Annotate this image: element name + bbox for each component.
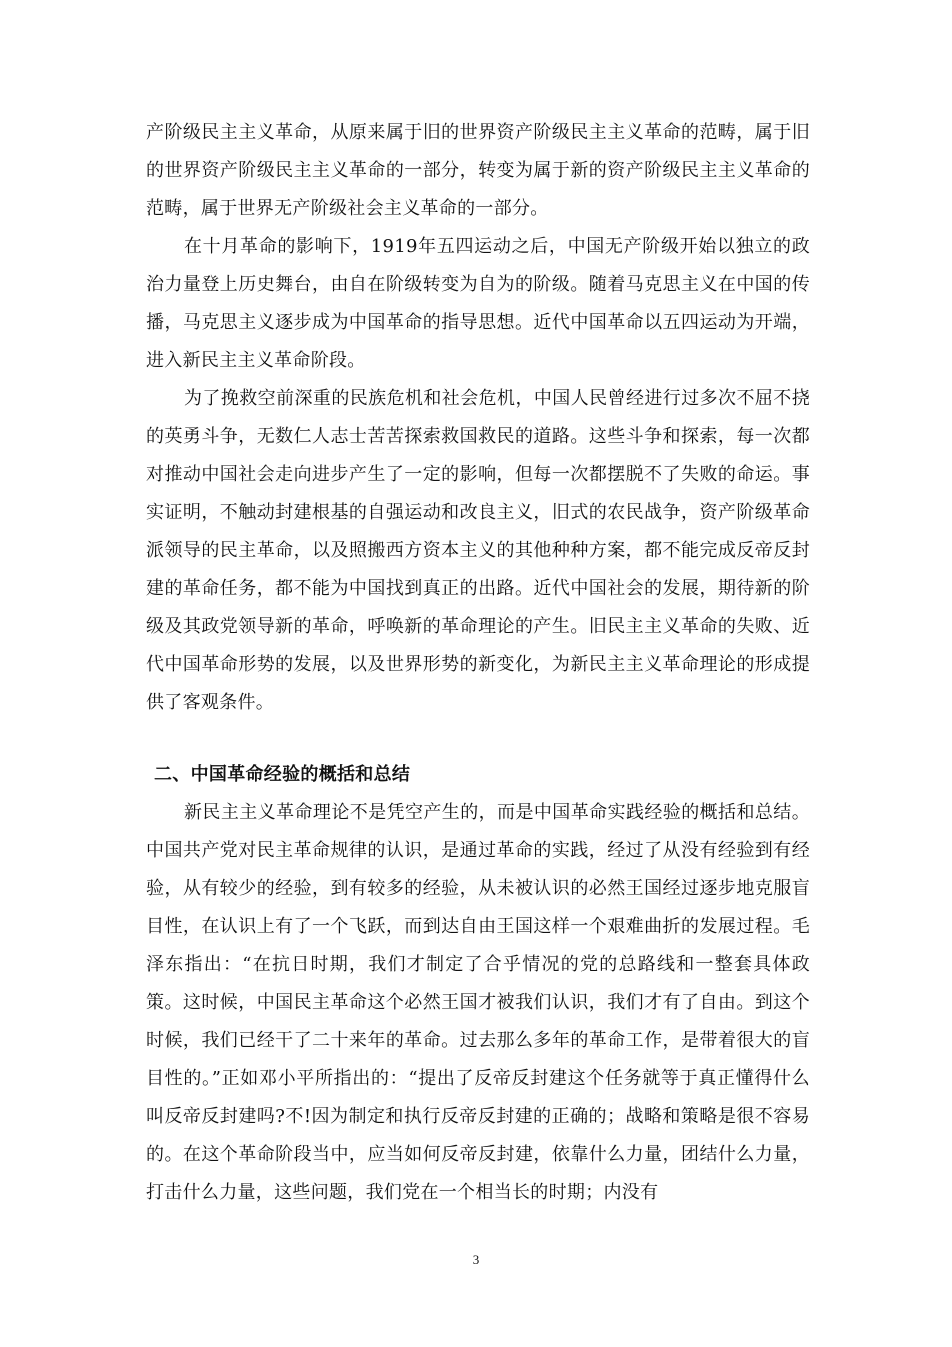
paragraph-national-crisis: 为了挽救空前深重的民族危机和社会危机，中国人民曾经进行过多次不屈不挠的英勇斗争，无数仁人志士苦苦探索救国救民的道路。这些斗争和探索，每一次都对推动中国社会走向进步产生了一定的影响，但每一次都摆脱不了失败的命运。事实证明，不触动封建根基的自强运动和改良主义，旧式的农民战争，资产阶级革命派领导的民主革命，以及照搬西方资本主义的其他种种方案，都不能完成反帝反封建的革命任务，都不能为中国找到真正的出路。近代中国社会的发展，期待新的阶级及其政党领导新的革命，呼唤新的革命理论的产生。旧民主主义革命的失败、近代中国革命形势的发展，以及世界形势的新变化，为新民主主义革命理论的形成提供了客观条件。 <box>146 388 810 713</box>
section-heading: 二、中国革命经验的概括和总结 <box>154 764 411 785</box>
page-number: 3 <box>472 1252 480 1267</box>
paragraph-may-fourth: 在十月革命的影响下，1919年五四运动之后，中国无产阶级开始以独立的政治力量登上历史舞台，由自在阶级转变为自为的阶级。随着马克思主义在中国的传播，马克思主义逐步成为中国革命的指导思想。近代中国革命以五四运动为开端，进入新民主主义革命阶段。 <box>146 236 810 371</box>
page-body <box>146 114 810 1212</box>
paragraph-revolution-experience: 新民主主义革命理论不是凭空产生的，而是中国革命实践经验的概括和总结。中国共产党对民主革命规律的认识，是通过革命的实践，经过了从没有经验到有经验，从有较少的经验，到有较多的经验，从未被认识的必然王国经过逐步地克服盲目性，在认识上有了一个飞跃，而到达自由王国这样一个艰难曲折的发展过程。毛泽东指出：“在抗日时期，我们才制定了合乎情况的党的总路线和一整套具体政策。这时候，中国民主革命这个必然王国才被我们认识，我们才有了自由。到这个时候，我们已经干了二十来年的革命。过去那么多年的革命工作，是带着很大的盲目性的。”正如邓小平所指出的：“提出了反帝反封建这个任务就等于真正懂得什么叫反帝反封建吗?不!因为制定和执行反帝反封建的正确的；战略和策略是很不容易的。在这个革命阶段当中，应当如何反帝反封建，依靠什么力量，团结什么力量，打击什么力量，这些问题，我们党在一个相当长的时期；内没有 <box>146 802 810 1203</box>
paragraph-continuation: 产阶级民主主义革命，从原来属于旧的世界资产阶级民主主义革命的范畴，属于旧的世界资产阶级民主主义革命的一部分，转变为属于新的资产阶级民主主义革命的范畴，属于世界无产阶级社会主义革命的一部分。 <box>146 122 810 219</box>
